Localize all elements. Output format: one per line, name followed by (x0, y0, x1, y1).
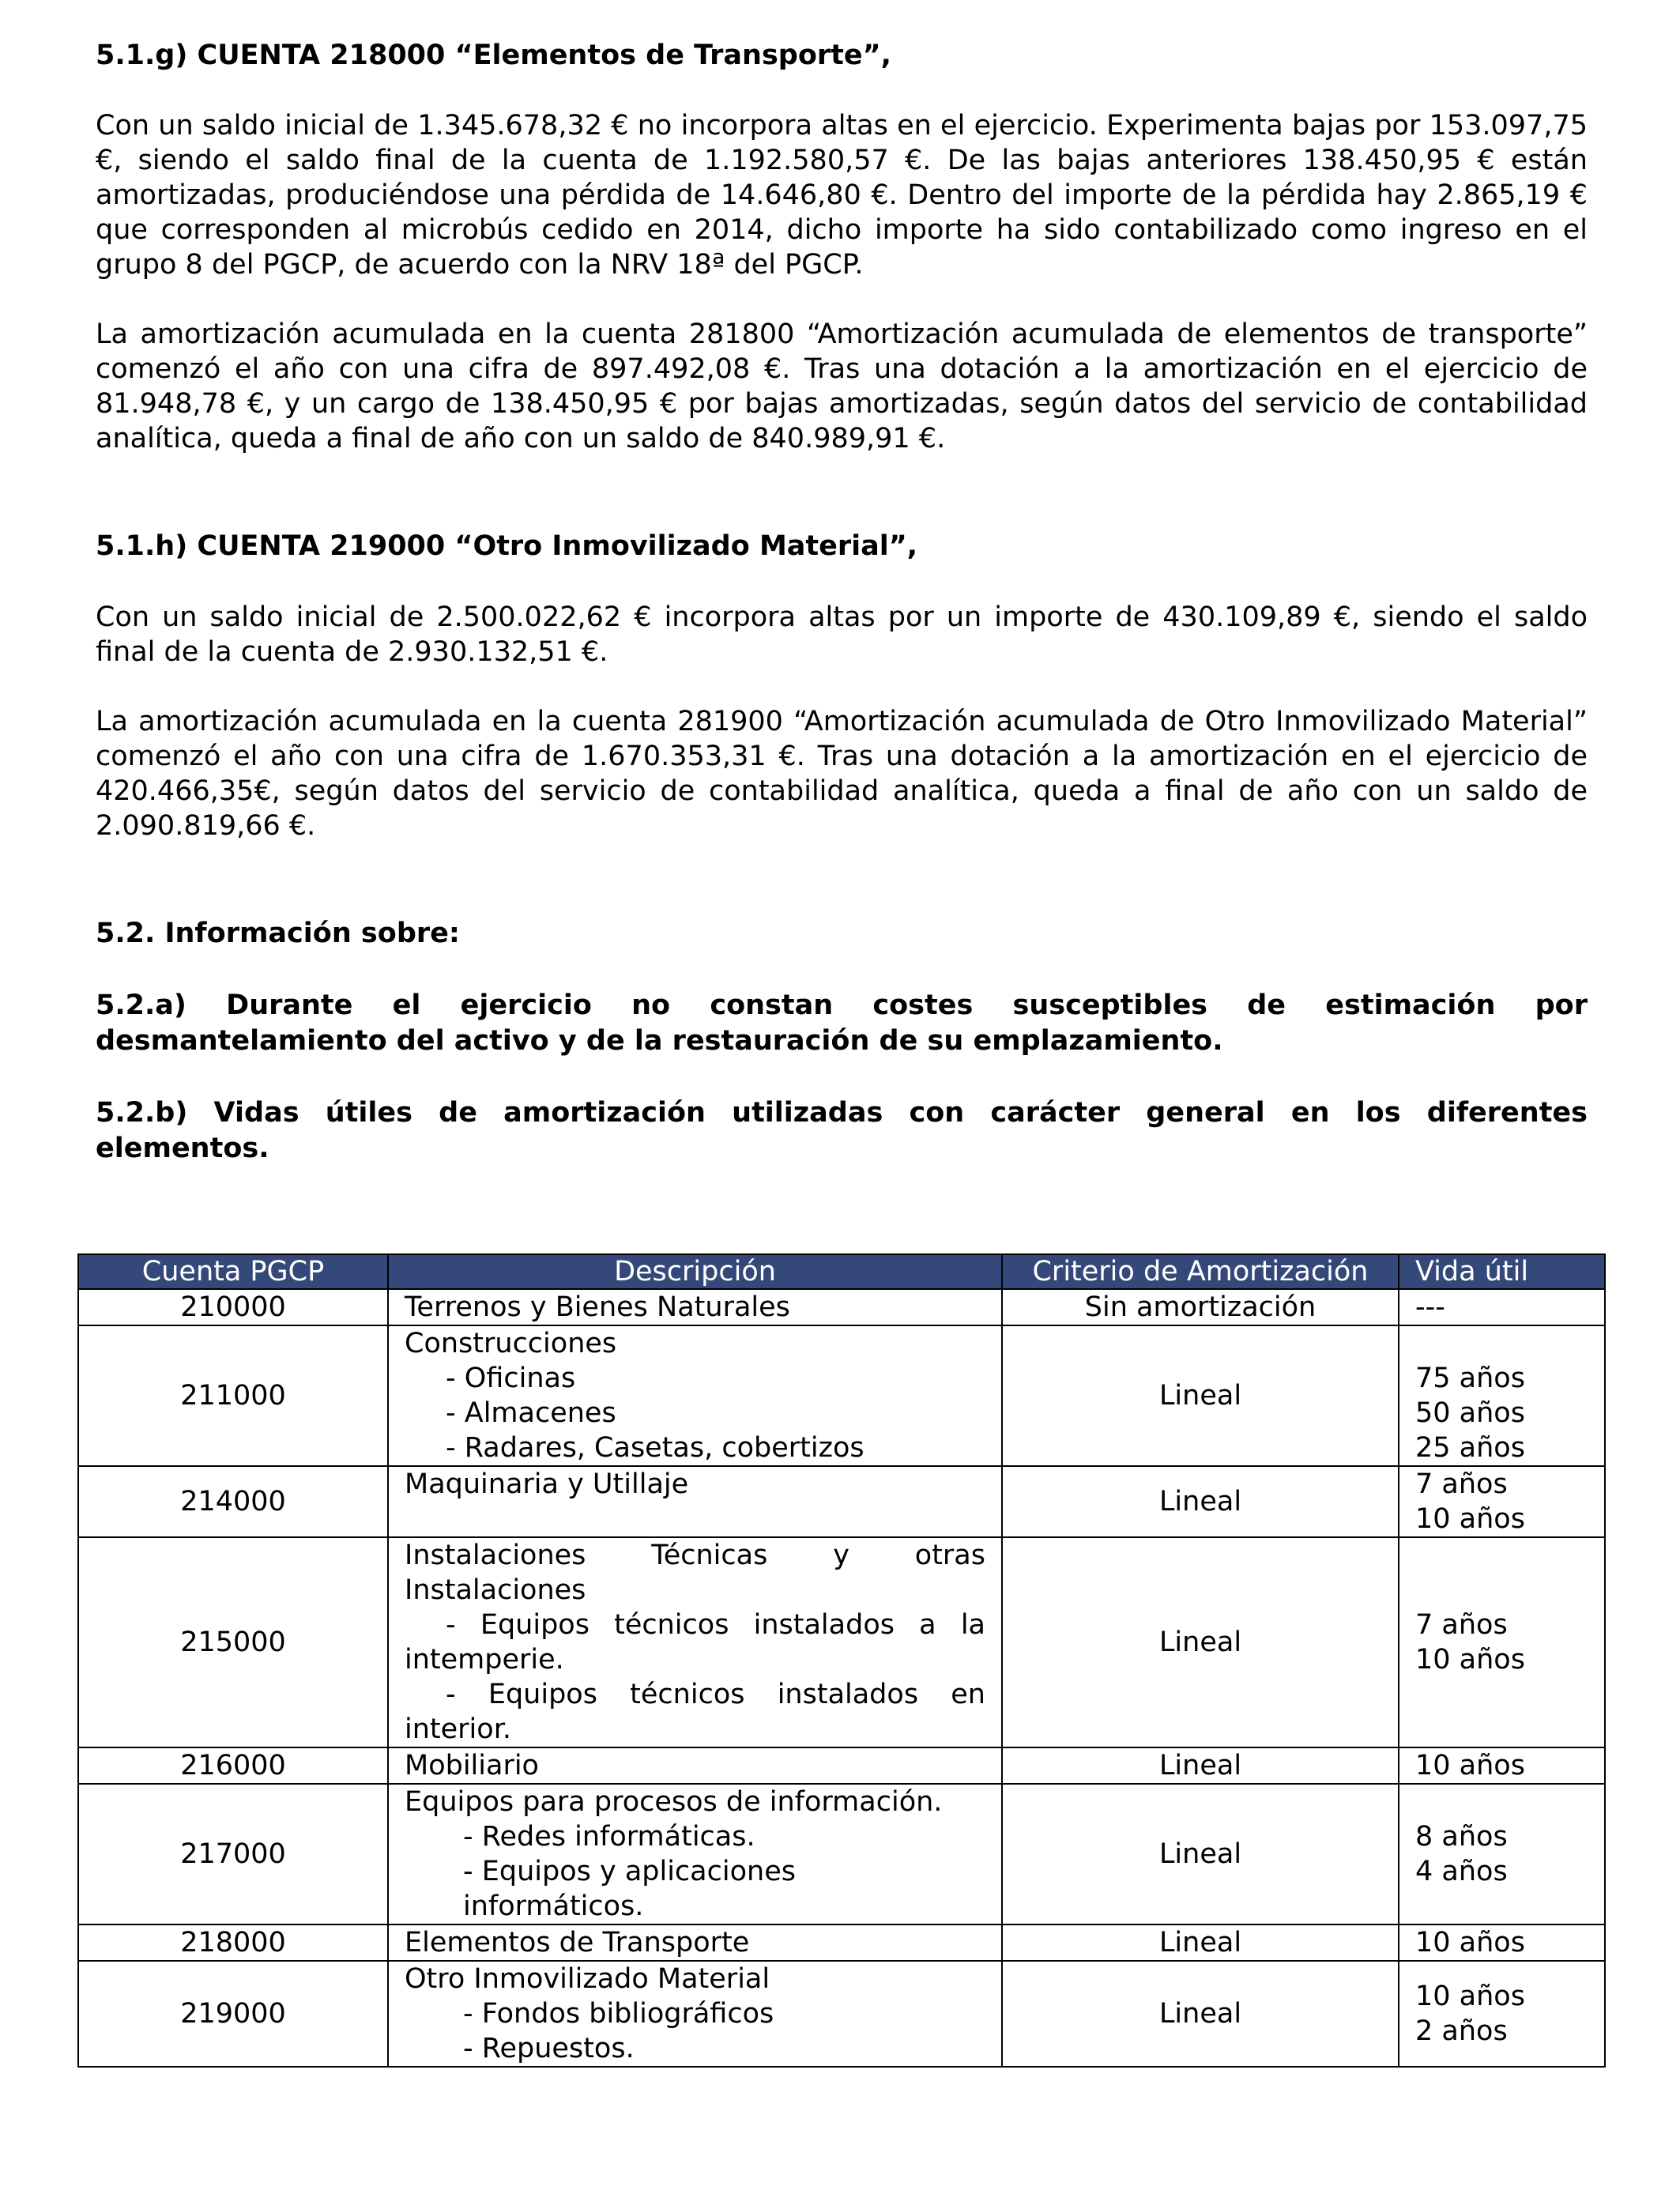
desc-main: Equipos para procesos de información. (405, 1786, 943, 1818)
cell-vida-util: 10 años (1399, 1747, 1605, 1784)
section-title-5-1-g: 5.1.g) CUENTA 218000 “Elementos de Transporte”, (96, 40, 891, 71)
cell-criterio: Lineal (1002, 1537, 1399, 1747)
paragraph-5-1-g-2: La amortización acumulada en la cuenta 281800 “Amortización acumulada de elementos de transporte” comenzó el año con una cifra de 897.492,08 €. Tras una dotación a la amortización en el ejercicio de 81.948,78 €, y un cargo de 138.450,95 € por bajas amortizadas, según datos del servicio de contabilidad analítica, queda a final de año con un saldo de 840.989,91 €. (96, 319, 1588, 454)
table-header-row (78, 1254, 1605, 1289)
table-row (78, 1747, 1605, 1784)
cell-cuenta: 215000 (78, 1537, 388, 1747)
section-title-5-2-a: 5.2.a) Durante el ejercicio no constan costes susceptibles de estimación por desmantelamiento del activo y de la restauración de su emplazamiento. (96, 990, 1588, 1057)
vidas-utiles-table (77, 1253, 1606, 2068)
vida-value: 25 años (1415, 1432, 1525, 1464)
table-row (78, 1961, 1605, 2067)
cell-descripcion (388, 1537, 1002, 1747)
desc-item: - Repuestos. (463, 2033, 635, 2064)
desc-item-text: - Equipos y aplicaciones informáticos. (463, 1856, 796, 1922)
paragraph-5-1-h-1: Con un saldo inicial de 2.500.022,62 € incorpora altas por un importe de 430.109,89 €, siendo el saldo final de la cuenta de 2.930.132,51 €. (96, 601, 1588, 668)
cell-criterio: Lineal (1002, 1325, 1399, 1466)
cell-descripcion: Maquinaria y Utillaje (388, 1466, 1002, 1537)
desc-main: Instalaciones Técnicas y otras Instalaciones (405, 1540, 985, 1606)
cell-vida-util (1399, 1961, 1605, 2067)
cell-cuenta: 217000 (78, 1784, 388, 1924)
cell-descripcion (388, 1961, 1002, 2067)
cell-descripcion (388, 1325, 1002, 1466)
cell-vida-util: --- (1399, 1289, 1605, 1325)
paragraph-5-1-h-2: La amortización acumulada en la cuenta 281900 “Amortización acumulada de Otro Inmovilizado Material” comenzó el año con una cifra de 1.670.353,31 €. Tras una dotación a la amortización en el ejercicio de 420.466,35€, según datos del servicio de contabilidad analítica, queda a final de año con un saldo de 2.090.819,66 €. (96, 706, 1588, 842)
desc-main: Otro Inmovilizado Material (405, 1963, 770, 1995)
vida-value: 4 años (1415, 1856, 1508, 1887)
cell-cuenta: 214000 (78, 1466, 388, 1537)
section-title-5-2: 5.2. Información sobre: (96, 918, 460, 949)
table-row (78, 1537, 1605, 1747)
vida-value: 8 años (1415, 1821, 1508, 1853)
desc-item: - Almacenes (446, 1397, 616, 1429)
desc-item: - Fondos bibliográficos (463, 1998, 774, 2030)
section-title-5-2-b: 5.2.b) Vidas útiles de amortización utilizadas con carácter general en los diferentes elementos. (96, 1097, 1588, 1164)
cell-vida-util (1399, 1537, 1605, 1747)
cell-cuenta: 211000 (78, 1325, 388, 1466)
cell-vida-util (1399, 1325, 1605, 1466)
desc-main: Construcciones (405, 1328, 617, 1359)
table-row (78, 1924, 1605, 1961)
document-body (96, 38, 1588, 1167)
cell-vida-util (1399, 1784, 1605, 1924)
cell-descripcion (388, 1784, 1002, 1924)
cell-vida-util: 10 años (1399, 1924, 1605, 1961)
desc-item: - Radares, Casetas, cobertizos (446, 1432, 864, 1464)
header-criterio: Criterio de Amortización (1002, 1254, 1399, 1289)
vida-value: 10 años (1415, 1644, 1525, 1676)
cell-cuenta: 218000 (78, 1924, 388, 1961)
vida-value: 75 años (1415, 1363, 1525, 1394)
vida-value: 10 años (1415, 1503, 1525, 1535)
desc-item (405, 1854, 985, 1924)
cell-descripcion: Elementos de Transporte (388, 1924, 1002, 1961)
table-row (78, 1466, 1605, 1537)
cell-criterio: Lineal (1002, 1924, 1399, 1961)
cell-vida-util (1399, 1466, 1605, 1537)
cell-criterio: Lineal (1002, 1784, 1399, 1924)
table-row (78, 1289, 1605, 1325)
cell-criterio: Lineal (1002, 1466, 1399, 1537)
cell-cuenta: 216000 (78, 1747, 388, 1784)
section-title-5-1-h: 5.1.h) CUENTA 219000 “Otro Inmovilizado Material”, (96, 530, 918, 562)
vida-value: 7 años (1415, 1468, 1508, 1500)
header-descripcion: Descripción (388, 1254, 1002, 1289)
vida-value: 2 años (1415, 2015, 1508, 2047)
cell-criterio: Lineal (1002, 1747, 1399, 1784)
cell-criterio: Sin amortización (1002, 1289, 1399, 1325)
vida-value: 10 años (1415, 1981, 1525, 2012)
vida-value: 7 años (1415, 1609, 1508, 1641)
header-cuenta: Cuenta PGCP (78, 1254, 388, 1289)
vida-value: 50 años (1415, 1397, 1525, 1429)
cell-cuenta: 210000 (78, 1289, 388, 1325)
cell-criterio: Lineal (1002, 1961, 1399, 2067)
table-row (78, 1784, 1605, 1924)
cell-descripcion: Terrenos y Bienes Naturales (388, 1289, 1002, 1325)
desc-item: - Oficinas (446, 1363, 576, 1394)
desc-item: - Equipos técnicos instalados en interior. (405, 1679, 985, 1745)
desc-item: - Equipos técnicos instalados a la intemperie. (405, 1609, 985, 1676)
desc-item: - Redes informáticas. (463, 1821, 755, 1853)
header-vida-util: Vida útil (1399, 1254, 1605, 1289)
paragraph-5-1-g-1: Con un saldo inicial de 1.345.678,32 € no incorpora altas en el ejercicio. Experimenta bajas por 153.097,75 €, siendo el saldo final de la cuenta de 1.192.580,57 €. De las bajas anteriores 138.450,95 € están amortizadas, produciéndose una pérdida de 14.646,80 €. Dentro del importe de la pérdida hay 2.865,19 € que corresponden al microbús cedido en 2014, dicho importe ha sido contabilizado como ingreso en el grupo 8 del PGCP, de acuerdo con la NRV 18ª del PGCP. (96, 110, 1588, 281)
table-row (78, 1325, 1605, 1466)
cell-cuenta: 219000 (78, 1961, 388, 2067)
cell-descripcion: Mobiliario (388, 1747, 1002, 1784)
